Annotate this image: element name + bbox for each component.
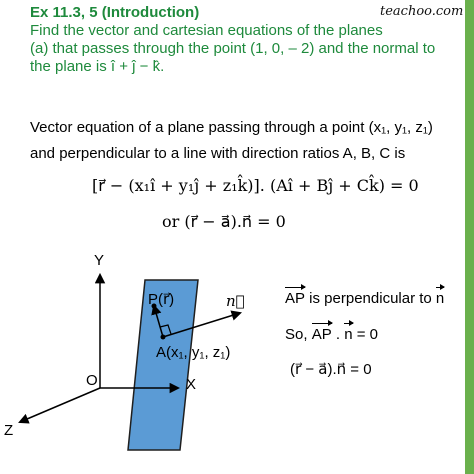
- point-a-dot: [161, 335, 166, 340]
- question-text: [30, 22, 460, 76]
- note-line-1: AP is perpendicular to n: [285, 290, 445, 307]
- brand-logo: teachoo.com: [380, 4, 464, 19]
- x-axis-label: X: [186, 376, 197, 393]
- point-p-label: P(r⃗): [148, 291, 175, 308]
- vector-equation: [r⃗ − (x₁î + y₁ĵ + z₁k̂)]. (Aî + Bĵ + Ck̂) = 0: [92, 176, 419, 195]
- question-line-1: Find the vector and cartesian equations of the planes: [30, 22, 383, 39]
- z-axis-label: Z: [4, 422, 14, 439]
- vector-equation-short: or (r⃗ − a⃗).n⃗ = 0: [162, 212, 286, 231]
- normal-label: n⃗: [226, 292, 245, 310]
- ap-vector-text: AP: [285, 290, 306, 307]
- n-vector-text: n: [435, 290, 445, 307]
- z-axis: [20, 388, 100, 422]
- note-line-2: So, AP . n = 0: [285, 326, 378, 343]
- question-line-2: (a) that passes through the point (1, 0, – 2) and the normal to: [30, 40, 436, 57]
- point-a-label: A(x₁, y₁, z₁): [156, 344, 231, 361]
- origin-label: O: [86, 372, 98, 389]
- plane-diagram: [0, 250, 474, 474]
- explanation-line-2: and perpendicular to a line with direction ratios A, B, C is: [30, 145, 406, 162]
- question-line-3: the plane is î + ĵ − k̂.: [30, 58, 165, 75]
- note-line-3: (r⃗ − a⃗).n⃗ = 0: [290, 361, 372, 378]
- explanation-line-1: Vector equation of a plane passing through a point (x₁, y₁, z₁): [30, 119, 433, 136]
- y-axis-label: Y: [94, 252, 105, 269]
- exercise-title: Ex 11.3, 5 (Introduction): [30, 4, 200, 21]
